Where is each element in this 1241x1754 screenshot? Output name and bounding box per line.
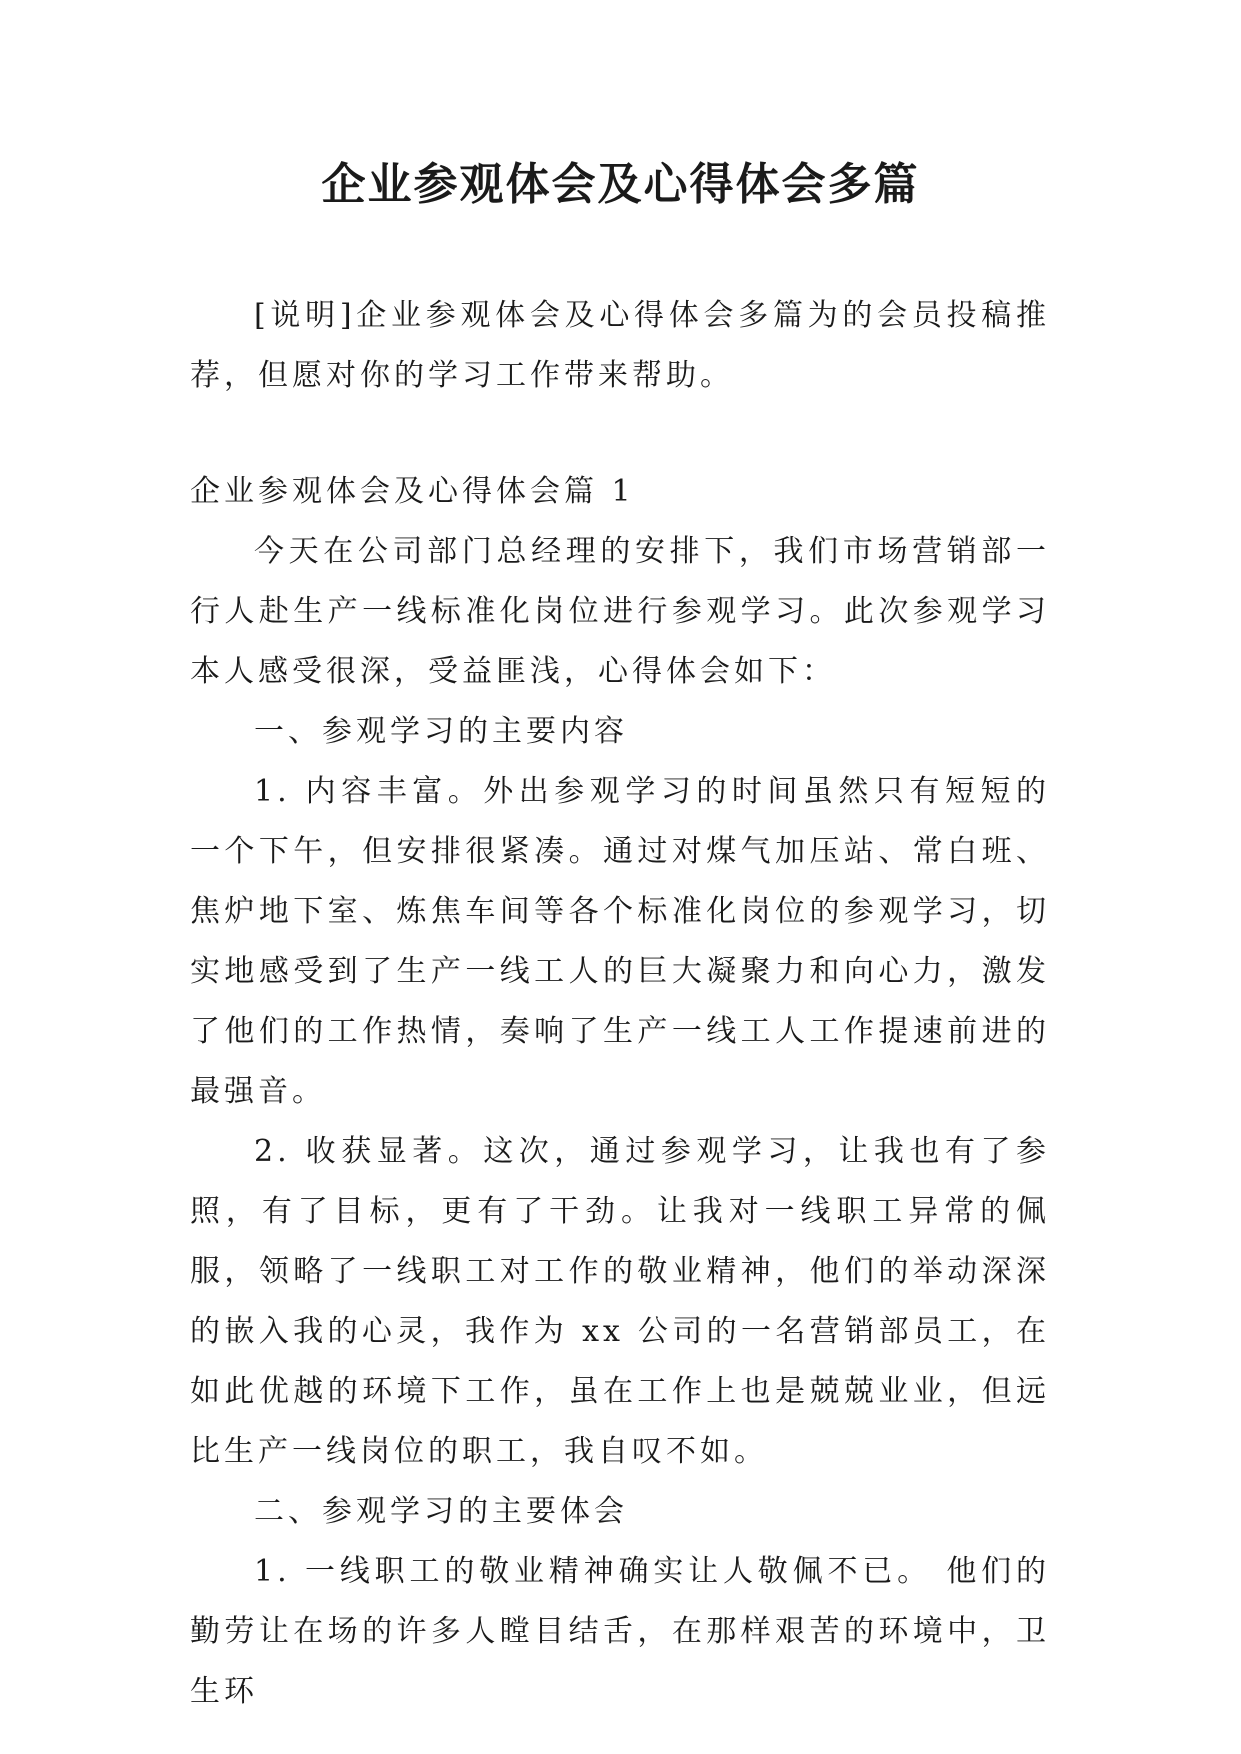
paragraph: 1. 一线职工的敬业精神确实让人敬佩不已。 他们的勤劳让在场的许多人瞠目结舌，在那样艰苦的环境中，卫生环 bbox=[190, 1554, 1050, 1709]
section-heading: 企业参观体会及心得体会篇 1 bbox=[190, 474, 635, 509]
subheading: 一、参观学习的主要内容 bbox=[254, 714, 628, 749]
document-title: 企业参观体会及心得体会多篇 bbox=[321, 159, 920, 210]
paragraph: 2. 收获显著。这次，通过参观学习，让我也有了参照，有了目标，更有了干劲。让我对一线职工异常的佩服，领略了一线职工对工作的敬业精神，他们的举动深深的嵌入我的心灵，我作为 xx 公司的一名营销部员工，在如此优越的环境下工作，虽在工作上也是兢兢业业，但远比生产一线岗位的职工，我自叹不如。 bbox=[190, 1134, 1050, 1469]
paragraph: 1. 内容丰富。外出参观学习的时间虽然只有短短的一个下午，但安排很紧凑。通过对煤气加压站、常白班、焦炉地下室、炼焦车间等各个标准化岗位的参观学习，切实地感受到了生产一线工人的巨大凝聚力和向心力，激发了他们的工作热情，奏响了生产一线工人工作提速前进的最强音。 bbox=[190, 774, 1050, 1109]
subheading: 二、参观学习的主要体会 bbox=[254, 1494, 628, 1529]
spacer bbox=[190, 406, 1050, 462]
paragraph: 今天在公司部门总经理的安排下，我们市场营销部一行人赴生产一线标准化岗位进行参观学习。此次参观学习本人感受很深，受益匪浅，心得体会如下： bbox=[190, 534, 1050, 689]
document-body bbox=[190, 286, 1050, 1722]
intro-paragraph: [说明]企业参观体会及心得体会多篇为的会员投稿推荐，但愿对你的学习工作带来帮助。 bbox=[190, 298, 1050, 393]
